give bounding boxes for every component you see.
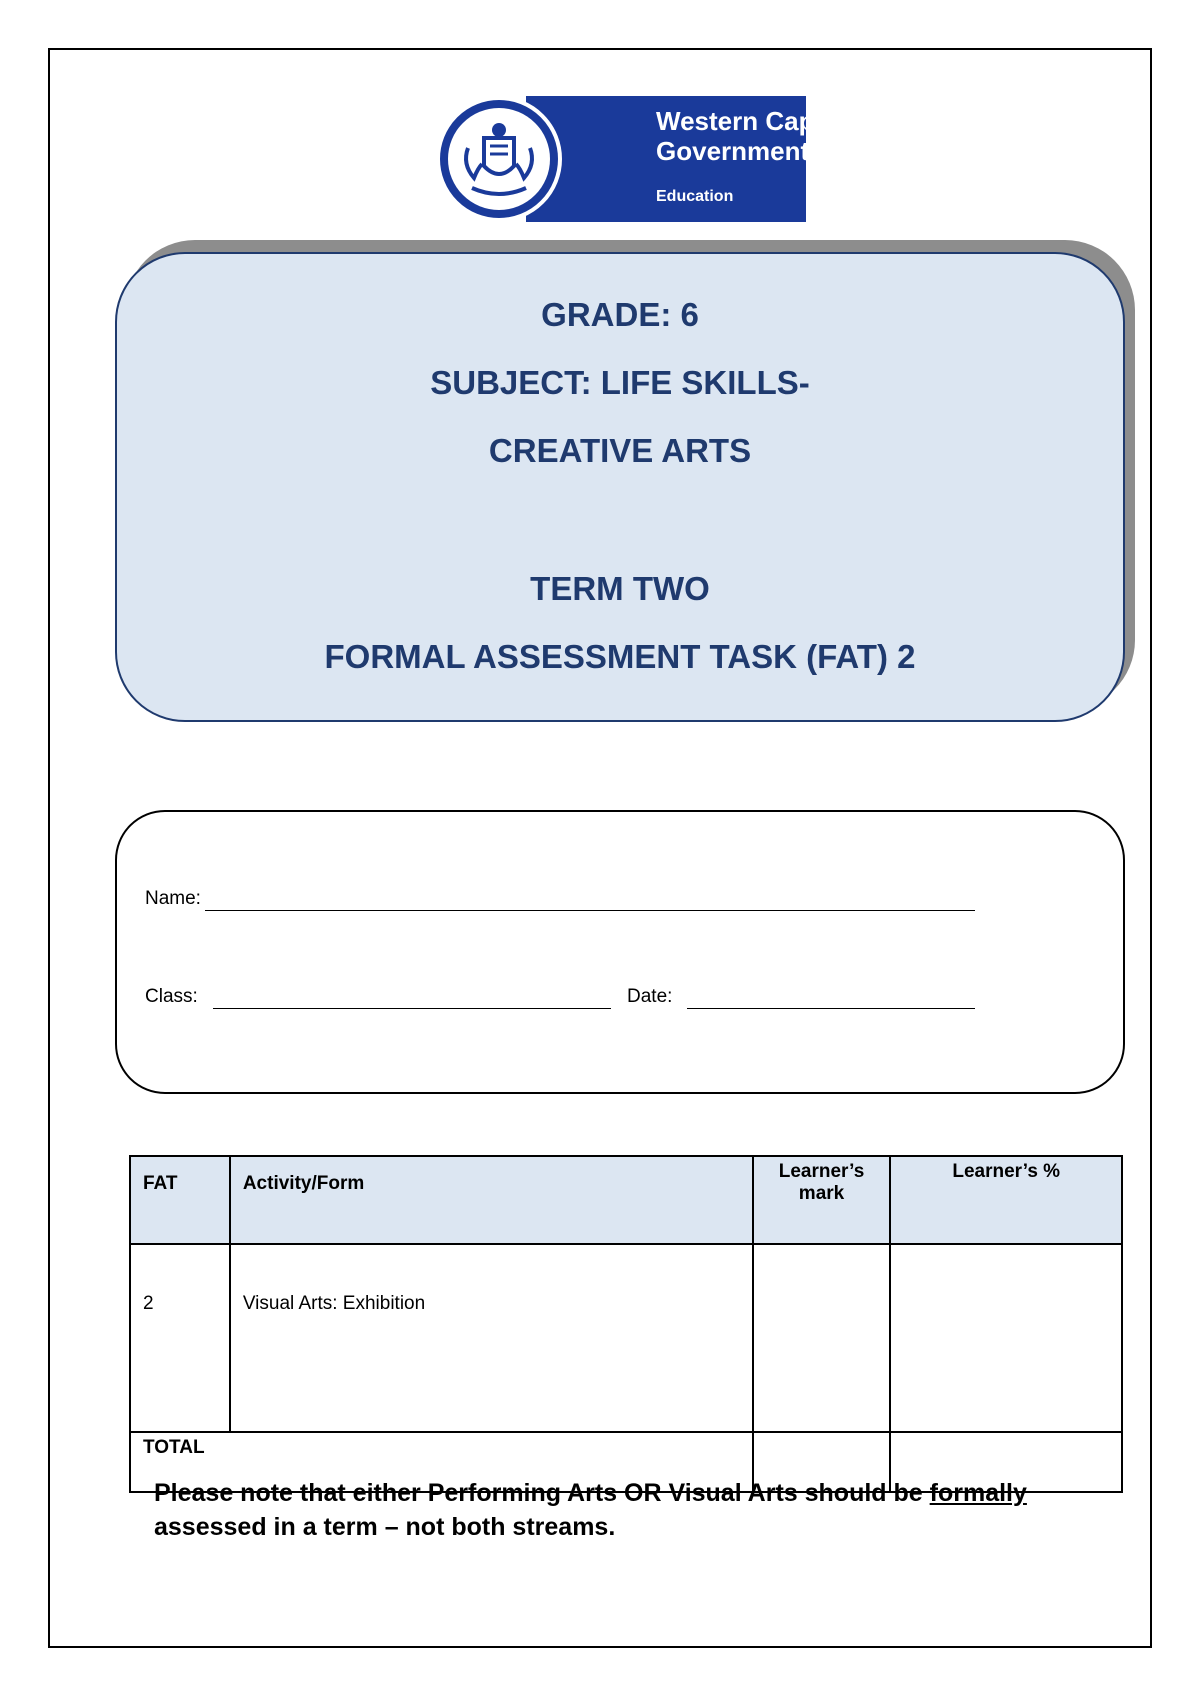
table-row (130, 1244, 1122, 1432)
cell-fat-number: 2 (130, 1244, 230, 1432)
title-box (115, 252, 1125, 722)
name-field[interactable] (205, 910, 975, 911)
logo-text-line3: Education (656, 188, 734, 205)
cell-learner-percent[interactable] (890, 1244, 1122, 1432)
logo-text-line1: Western Cape (656, 106, 829, 136)
name-label: Name: (145, 888, 201, 909)
task-heading: FORMAL ASSESSMENT TASK (FAT) 2 (324, 638, 916, 675)
learner-info-box (115, 810, 1125, 1094)
coat-of-arms-icon (448, 108, 550, 210)
class-field[interactable] (213, 1008, 611, 1009)
western-cape-government-logo (436, 96, 829, 222)
assessment-note (154, 1476, 1054, 1544)
table-header-row (130, 1156, 1122, 1244)
subject-heading: SUBJECT: LIFE SKILLS- (430, 364, 810, 401)
date-label: Date: (627, 986, 673, 1007)
header-learner-percent: Learner’s % (890, 1156, 1122, 1244)
note-text-part2: assessed in a term – not both streams. (154, 1513, 616, 1541)
cell-activity: Visual Arts: Exhibition (230, 1244, 753, 1432)
header-learner-mark: Learner’s mark (753, 1156, 891, 1244)
total-label: TOTAL (130, 1432, 753, 1492)
note-text-part1: Please note that either Performing Arts OR Visual Arts should be (154, 1479, 930, 1507)
term-heading: TERM TWO (530, 570, 710, 607)
logo-banner (526, 96, 829, 222)
coat-of-arms-emblem (436, 96, 562, 222)
cell-learner-mark[interactable] (753, 1244, 891, 1432)
subject-heading-continued: CREATIVE ARTS (488, 432, 752, 469)
assessment-table (129, 1155, 1123, 1493)
header-activity: Activity/Form (230, 1156, 753, 1244)
date-field[interactable] (687, 1008, 975, 1009)
header-fat: FAT (130, 1156, 230, 1244)
class-label: Class: (145, 986, 198, 1007)
note-underlined-word: formally (929, 1479, 1027, 1507)
grade-heading: GRADE: 6 (541, 296, 699, 333)
logo-text-line2: Government (656, 136, 810, 166)
